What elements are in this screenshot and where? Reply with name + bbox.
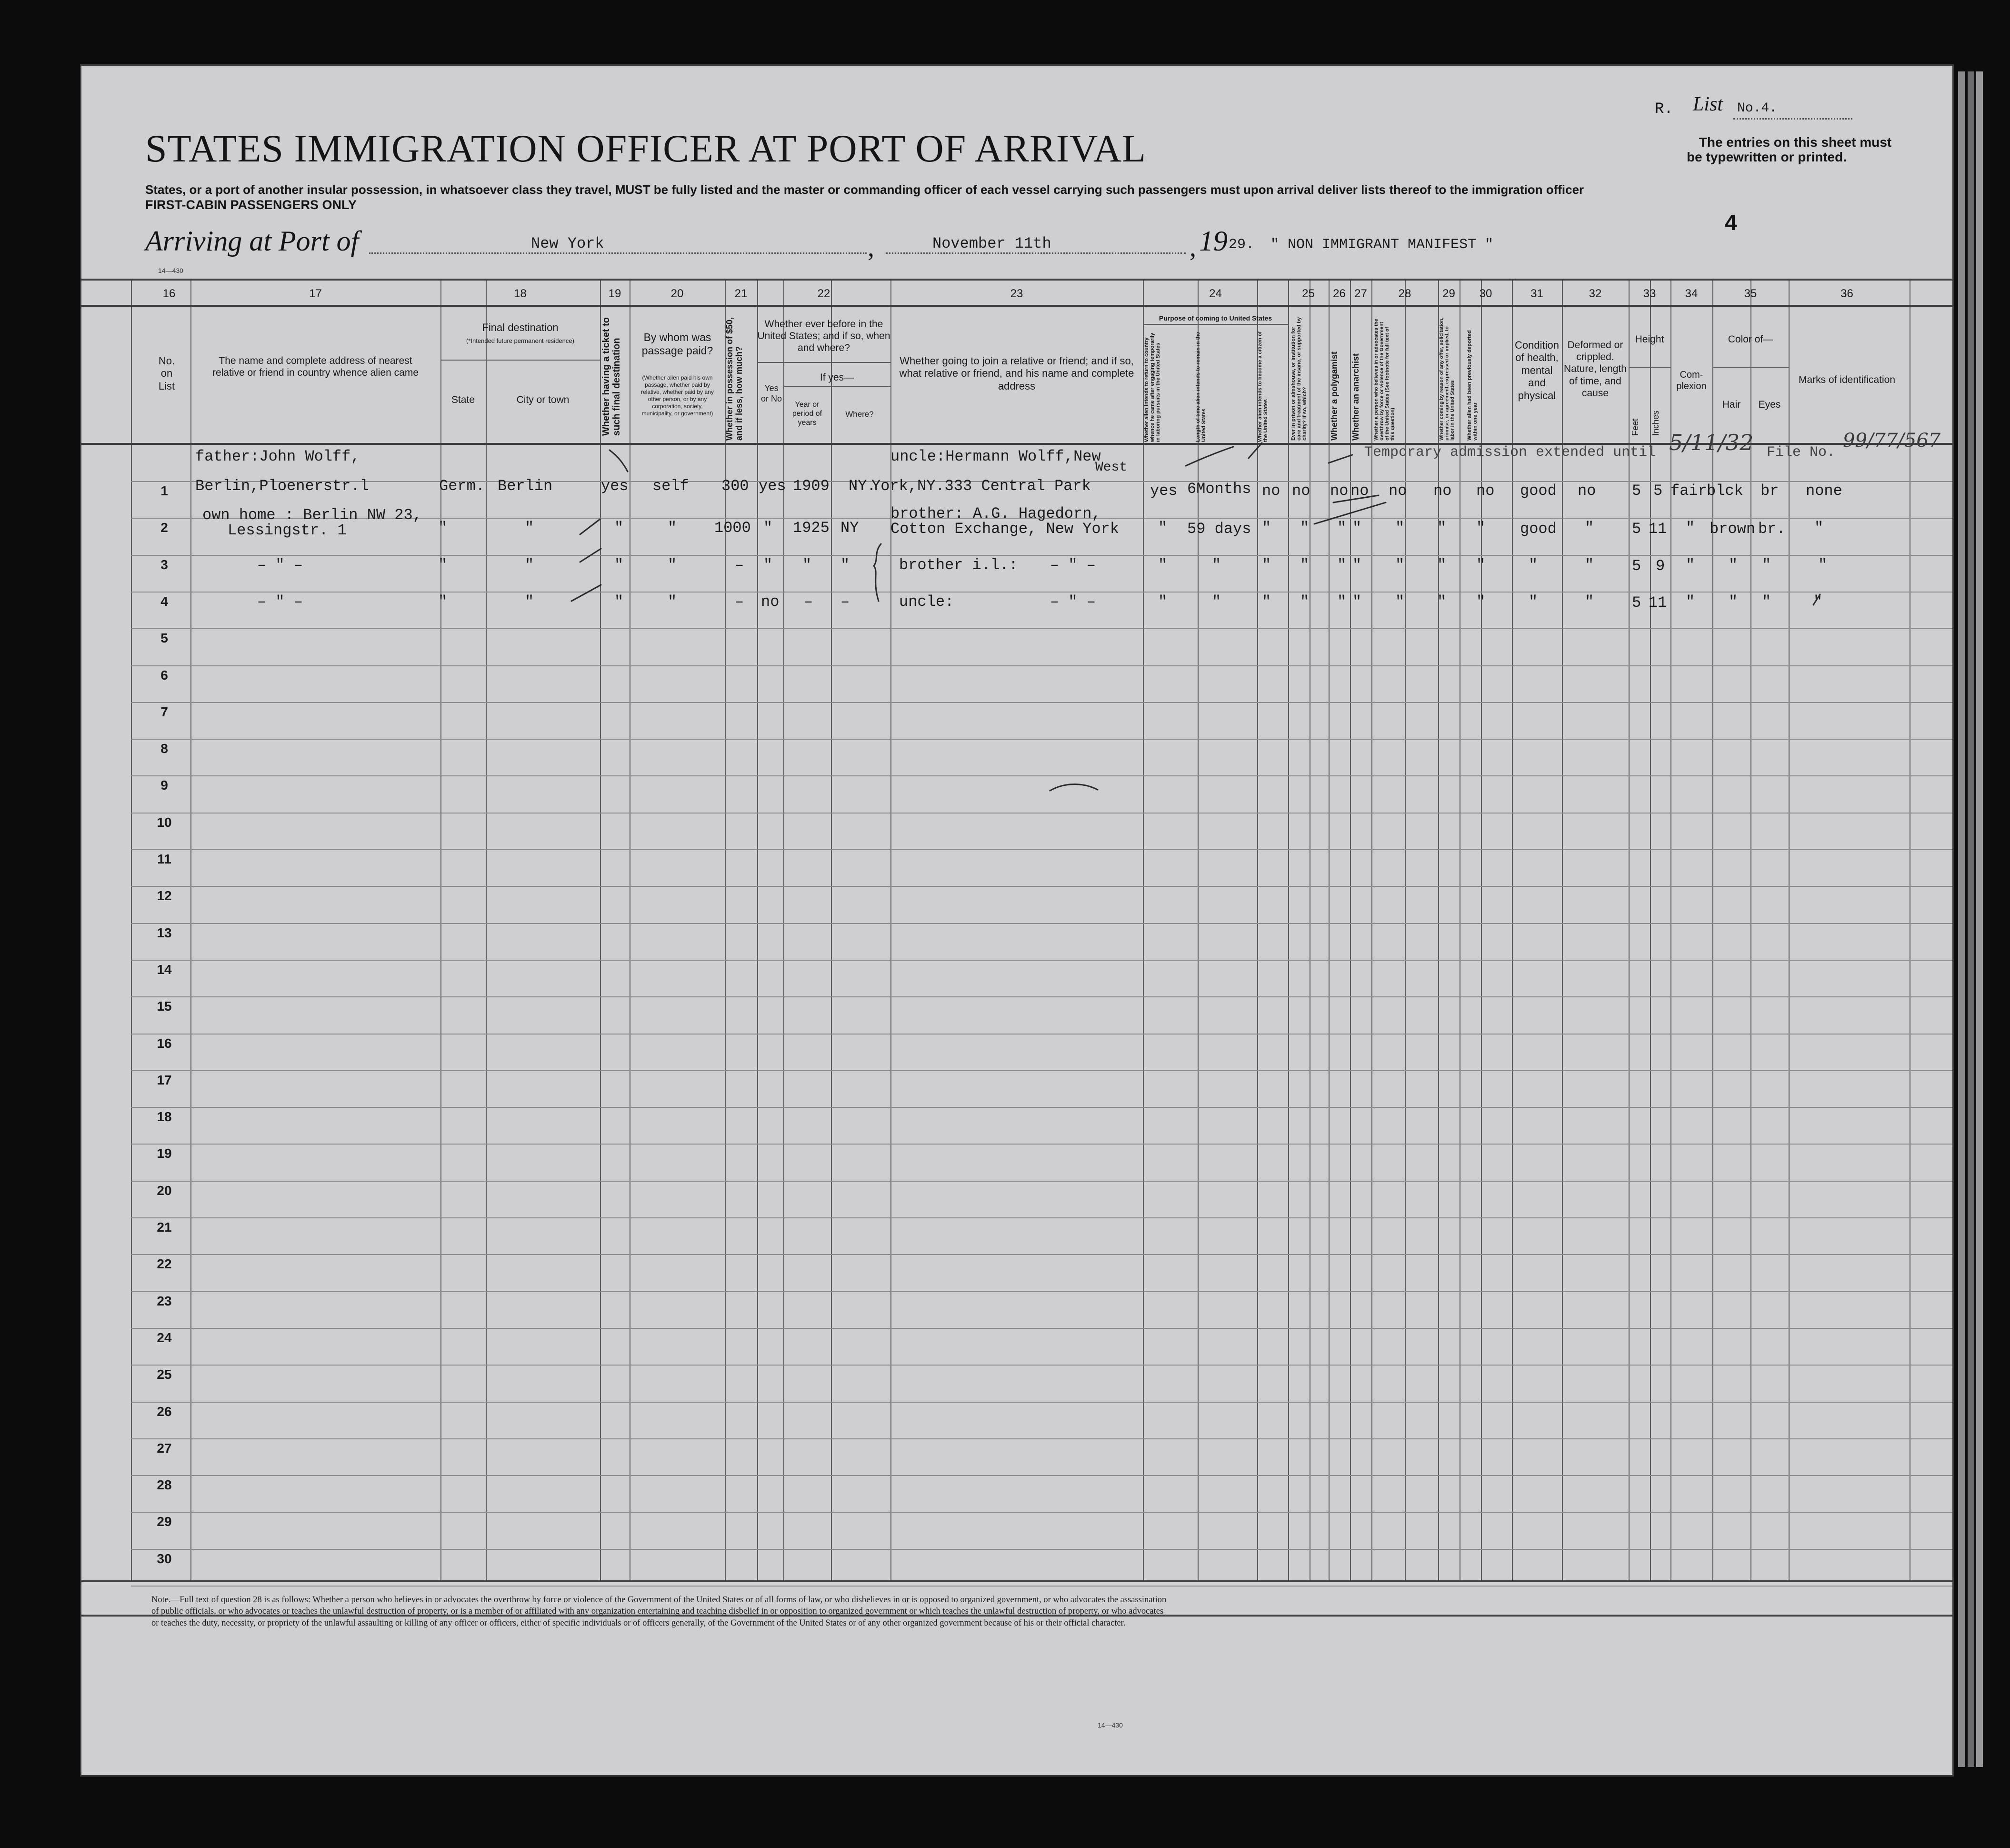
col-number: 19 [608,287,621,300]
col-number: 18 [514,287,527,300]
row3-health: " [1529,556,1538,574]
row1-marks: none [1806,482,1842,500]
row3-join-ditto: – " – [1050,556,1096,574]
grid-vline [1650,279,1651,1580]
row1-before: yes [759,477,786,495]
row1-c27: no [1350,482,1369,500]
date-line [886,252,1186,254]
grid-vline [1329,279,1330,1580]
grid-hline-heavy [81,279,1952,281]
row4-ticket: " [614,593,624,611]
header-if-yes: If yes— [820,372,854,383]
row-number: 6 [160,668,168,683]
grid-row-line [131,1512,1952,1513]
row2-complexion: " [1686,519,1695,537]
row4-eyes: " [1762,593,1771,611]
row2-eyes: br. [1758,520,1786,538]
grid-row-line [131,775,1952,776]
grid-vline [1371,279,1372,1580]
header-join-relative: Whether going to join a relative or friend; and if so, what relative or friend, and his name and complete address [899,355,1134,392]
row4-c30: " [1476,593,1486,611]
port-value: New York [531,235,604,252]
row3-inches: 9 [1656,557,1665,575]
page-number: 4 [1725,210,1737,235]
grid-vline [1438,279,1439,1580]
col-number: 27 [1354,287,1367,300]
row4-year: – [804,593,813,611]
row4-before: no [761,593,780,611]
row3-c27: " [1352,556,1362,574]
grid-vline [1350,279,1351,1580]
row3-complexion: " [1686,556,1695,574]
header-eyes: Eyes [1758,399,1781,410]
row2-c29: " [1437,519,1447,537]
row-number: 14 [157,962,172,977]
row4-health: " [1529,593,1538,611]
grid-row-line [131,886,1952,887]
header-city: City or town [516,394,570,405]
row4-c29: " [1437,593,1447,611]
entries-note-1: The entries on this sheet must [1699,135,1892,150]
row4-hair: " [1729,593,1738,611]
grid-vline [1670,279,1671,1580]
row3-year: " [802,556,812,574]
grid-subheader-line [1712,367,1789,368]
header-yes-no: Yes or No [760,383,782,403]
row1-c25: no [1292,482,1310,500]
list-line [1733,118,1852,120]
grid-subheader-line [757,362,890,363]
grid-subheader-line [783,386,890,387]
row3-marks: " [1818,556,1828,574]
row-number: 30 [157,1551,172,1566]
row3-eyes: " [1762,556,1771,574]
row1-c30: no [1476,482,1495,500]
row1-city: Berlin [498,477,553,495]
grid-vline [1481,279,1482,1580]
row4-where: – [840,593,850,611]
col-number: 21 [734,287,748,300]
row2-health: good [1520,520,1557,538]
row4-complexion: " [1686,593,1695,611]
row2-hair: brown [1710,520,1756,538]
col-number: 25 [1302,287,1315,300]
grid-row-line [131,592,1952,593]
col-number: 26 [1333,287,1346,300]
row2-c28: " [1395,519,1405,537]
r-prefix-text: R. [1655,100,1673,118]
row-number: 18 [157,1109,172,1124]
grid-row-line [131,555,1952,556]
row4-citizen: " [1262,593,1271,611]
row3-paid-by: " [668,556,677,574]
header-purpose: Purpose of coming to United States [1159,314,1272,322]
row-number: 21 [157,1220,172,1235]
row1-where: NY. [849,477,876,495]
grid-row-line [131,923,1952,924]
header-relative-address: The name and complete address of nearest relative or friend in country whence alien came [212,355,419,379]
row1-relative-line1: father:John Wolff, [195,448,360,465]
grid-row-line [131,813,1952,814]
row1-hair: blck [1707,482,1743,500]
row2-relative-line2: Lessingstr. 1 [228,522,347,539]
row-number: 16 [157,1036,172,1051]
grid-row-line [131,1254,1952,1255]
row3-feet: 5 [1632,557,1641,575]
manifest-type: " NON IMMIGRANT MANIFEST " [1270,237,1494,253]
header-final-destination-note: (*Intended future permanent residence) [466,337,574,344]
row-number: 23 [157,1294,172,1308]
row-number: 8 [160,741,168,756]
grid-vline [440,279,441,1580]
col-number: 17 [309,287,322,300]
header-health: Condition of health, mental and physical [1515,339,1559,402]
grid-row-line [131,1328,1952,1329]
grid-subheader-line [440,360,600,361]
row-number: 29 [157,1514,172,1529]
row1-ticket: yes [601,477,629,495]
row-number: 4 [160,594,168,609]
row3-citizen: " [1262,556,1271,574]
grid-row-line [131,1181,1952,1182]
row4-return: " [1158,593,1168,611]
small-form-mark: 14—430 [158,267,183,274]
col-number: 16 [162,287,176,300]
row1-c26: no [1330,482,1349,500]
row1-deformed: no [1578,482,1596,500]
row3-return: " [1158,556,1168,574]
row3-deformed: " [1585,556,1594,574]
grid-vline [1750,279,1751,1580]
header-money: Whether in possession of $50, and if less, how much? [725,317,744,441]
col-number: 28 [1398,287,1411,300]
row1-year: 1909 [793,477,830,495]
grid-row-line [131,739,1952,740]
year-typed: 29. [1229,237,1255,253]
header-length: Length of time alien intends to remain in the United States [1195,331,1207,442]
page-edge [1958,71,1965,1767]
row2-join-line1: brother: A.G. Hagedorn, [890,505,1101,522]
row2-deformed: " [1585,519,1594,537]
date-value: November 11th [932,235,1051,252]
grid-vline [190,279,191,1580]
row-number: 12 [157,888,172,903]
grid-vline [1288,279,1289,1580]
row2-city: " [525,519,534,537]
header-passage-paid: By whom was passage paid? [641,331,713,357]
header-overthrow: Whether a person who believes in or advocates the overthrow by force or violence of the Government of the United States (See footnote for full text of this question) [1373,319,1396,441]
row2-join-line2: Cotton Exchange, New York [890,520,1120,538]
instruction-line-1: States, or a port of another insular possession, in whatsoever class they travel, MUST be fully listed and the master or commanding officer of each vessel carrying such passengers must upon arrival deliver lists thereof to the immigration officer [145,182,1584,197]
row4-c28: " [1395,593,1405,611]
grid-row-line [131,702,1952,703]
footer-form-number: 14—430 [1098,1721,1123,1729]
row3-c26: " [1337,556,1347,574]
header-year: Year or period of years [792,401,822,427]
row2-length: 59 days [1187,520,1251,538]
row4-money: – [735,593,744,611]
row-number: 11 [157,852,171,866]
row4-relative-ditto: – " – [257,593,303,611]
row1-c29: no [1433,482,1452,500]
row2-paid-by: " [668,519,677,537]
grid-row-line [131,1291,1952,1292]
row1-length: 6Months [1187,480,1251,498]
col-number: 20 [670,287,684,300]
grid-row-line [131,1107,1952,1108]
col-number: 32 [1589,287,1602,300]
row4-c25: " [1300,593,1310,611]
row-number: 5 [160,631,168,645]
row4-paid-by: " [668,593,677,611]
header-feet: Feet [1630,418,1640,436]
row1-state: Germ. [439,477,485,495]
grid-hline-heavy [81,305,1952,307]
row2-feet: 5 [1632,520,1641,538]
row-number: 10 [157,815,172,830]
row1-money: 300 [721,477,749,495]
row3-where: " [840,556,850,574]
grid-row-line [131,1365,1952,1366]
row2-money: 1000 [714,519,751,537]
row4-inches: 11 [1649,594,1667,612]
row3-join: brother i.l.: [899,556,1018,574]
header-inches: Inches [1651,410,1660,436]
row2-return: " [1158,519,1168,537]
manifest-sheet [80,64,1954,1777]
row1-complexion: fair [1670,482,1707,500]
row3-state: " [438,556,448,574]
row-number: 2 [160,520,168,535]
row2-year: 1925 [793,519,830,537]
grid-hline-heavy [81,1580,1952,1582]
row2-ticket: " [614,519,624,537]
grid-vline [1562,279,1563,1580]
col-number: 36 [1840,287,1853,300]
grid-vline [600,279,601,1580]
grid-subheader-line [1143,324,1288,325]
row2-relative-line1: own home : Berlin NW 23, [202,506,422,524]
row3-before: " [763,556,773,574]
grid-vline [131,279,132,1580]
grid-row-line [131,1402,1952,1403]
row1-join-line2: York,NY.333 Central Park [871,477,1091,495]
list-label: List [1693,93,1723,115]
row2-state: " [438,519,448,537]
arriving-label: Arriving at Port of [145,225,359,257]
row4-join: uncle: [899,593,954,611]
port-line [369,252,867,254]
grid-row-line [131,960,1952,961]
row1-return: yes [1150,482,1178,500]
header-height: Height [1635,334,1664,345]
row1-inches: 5 [1653,482,1663,500]
header-polygamist: Whether a polygamist [1330,351,1339,441]
comma-1: , [868,233,874,262]
row1-health: good [1520,482,1557,500]
row4-deformed: " [1585,593,1594,611]
row2-c25: " [1300,519,1310,537]
grid-row-line [131,1438,1952,1439]
comma-2: , [1190,233,1196,262]
file-number: 99/77/567 [1843,430,1941,452]
row4-feet: 5 [1632,594,1641,612]
header-labor-offer: Whether coming by reason of any offer, solicitation, promise, or agreement, expressed or implied, to labor in the United States [1439,317,1456,441]
row1-feet: 5 [1632,482,1641,500]
col-number: 24 [1209,287,1222,300]
year-prefix: 19 [1199,225,1228,257]
col-number: 30 [1479,287,1492,300]
row-number: 1 [160,483,168,498]
grid-row-line [131,1549,1952,1550]
row-number: 19 [157,1146,172,1161]
row4-state: " [438,593,448,611]
grid-subheader-line [1629,367,1670,368]
header-state: State [451,394,475,405]
extension-date: 5/11/32 [1669,430,1754,455]
grid-vline [1789,279,1790,1580]
header-no-on-list: No. on List [158,355,175,392]
row3-money: – [735,556,744,574]
row1-citizen: no [1262,482,1280,500]
grid-row-line [131,1217,1952,1218]
header-where: Where? [845,410,874,419]
row3-c30: " [1476,556,1486,574]
row3-ticket: " [614,556,624,574]
row2-before: " [763,519,773,537]
row2-citizen: " [1262,519,1271,537]
row2-c26: " [1337,519,1347,537]
row-number: 22 [157,1256,172,1271]
header-citizen: Whether alien intends to become a citizen of the United States [1257,331,1269,442]
grid-vline [831,279,832,1580]
row-number: 17 [157,1073,172,1087]
grid-row-line [131,849,1952,850]
row2-inches: 11 [1649,520,1667,538]
row-number: 25 [157,1367,172,1382]
page-title: STATES IMMIGRATION OFFICER AT PORT OF ARRIVAL [145,127,1147,170]
file-label: File No. [1767,444,1836,461]
extension-stamp: Temporary admission extended until [1364,444,1656,461]
row-number: 28 [157,1477,172,1492]
grid-row-line [131,1070,1952,1071]
header-ever-before: Whether ever before in the United States; and if so, when and where? [757,319,890,354]
grid-row-line [131,1475,1952,1476]
header-prison: Ever in prison or almshouse, or institution for care and treatment of the insane, or supported by charity? If so, which? [1290,317,1308,441]
header-complexion: Com- plexion [1676,370,1707,392]
row-number: 9 [160,778,168,793]
row4-city: " [525,593,534,611]
row3-city: " [525,556,534,574]
row3-c25: " [1300,556,1310,574]
row1-join-west: West [1095,460,1128,475]
page-edge [1976,71,1983,1767]
row3-relative-ditto: – " – [257,556,303,574]
grid-vline [1512,279,1513,1580]
row-number: 15 [157,999,172,1014]
grid-vline [1143,279,1144,1580]
header-passage-paid-note: (Whether alien paid his own passage, whether paid by relative, whether paid by any other person, or by any corporation, society, municipality, or government) [641,374,714,417]
row1-paid-by: self [652,477,689,495]
row4-c26: " [1337,593,1347,611]
col-number: 23 [1010,287,1023,300]
instruction-line-2: FIRST-CABIN PASSENGERS ONLY [145,198,357,212]
grid-vline [757,279,758,1580]
header-hair: Hair [1722,399,1741,410]
header-deported: Whether alien had been previously deported within one year [1467,330,1479,441]
header-anarchist: Whether an anarchist [1351,353,1360,441]
row3-c28: " [1395,556,1405,574]
grid-vline [1257,279,1258,1580]
col-number: 29 [1442,287,1455,300]
row1-relative-line2: Berlin,Ploenerstr.l [195,477,369,495]
row-number: 20 [157,1183,172,1198]
row3-c29: " [1437,556,1447,574]
grid-row-line [131,628,1952,629]
row-number: 27 [157,1441,172,1456]
grid-vline [1198,279,1199,1580]
col-number: 22 [817,287,830,300]
header-deformed: Deformed or crippled. Nature, length of time, and cause [1564,340,1627,399]
footnote-question-28: Note.—Full text of question 28 is as follows: Whether a person who believes in or advocates the overthrow by force or violence of the Government of the United States or of all forms of law, or who disbelieves in or is opposed to organized government, or who advocates the assassination of public officials, or who advocates or teaches the unlawful destruction of property, or is a member of or affiliated with any organization entertaining and teaching disbelief in or opposition to organized government or which teaches the unlawful destruction of property, or who advocates or teaches the duty, necessity, or propriety of the unlawful assaulting or killing of any officer or officers, either of specific individuals or of officers generally, of the Government of the United States or of any other organized government because of his or their official character. [151,1595,1167,1628]
row-number: 3 [160,557,168,572]
row3-hair: " [1729,556,1738,574]
r-prefix [1655,95,1673,118]
grid-vline [1712,279,1713,1580]
row1-c28: no [1389,482,1407,500]
grid-row-line [131,665,1952,666]
row4-c27: " [1352,593,1362,611]
row4-length: " [1212,593,1221,611]
list-number: No.4. [1737,101,1778,116]
header-final-destination: Final destination [482,321,559,333]
header-marks: Marks of identification [1798,374,1896,385]
row-number: 7 [160,704,168,719]
col-number: 31 [1530,287,1543,300]
grid-row-line [131,996,1952,997]
row-number: 26 [157,1404,172,1419]
row3-length: " [1212,556,1221,574]
col-number: 33 [1643,287,1656,300]
row-number: 24 [157,1330,172,1345]
grid-vline [1629,279,1630,1580]
grid-vline [783,279,784,1580]
row1-eyes: br [1760,482,1779,500]
row-number: 13 [157,925,172,940]
entries-note-2: be typewritten or printed. [1686,150,1847,164]
row1-join-line1: uncle:Hermann Wolff,New [890,448,1101,465]
grid-vline [1405,279,1406,1580]
col-number: 35 [1744,287,1757,300]
row4-join-ditto: – " – [1050,593,1096,611]
page-edge [1968,71,1974,1767]
grid-vline [725,279,726,1580]
header-return: Whether alien intends to return to country whence he came after engaging temporarily in laboring pursuits in the United States [1144,332,1161,442]
row2-c27: " [1352,519,1362,537]
col-number: 34 [1685,287,1698,300]
header-ticket: Whether having a ticket to such final destination [601,317,622,436]
row2-marks: " [1814,519,1824,537]
header-color-of: Color of— [1728,334,1773,345]
row2-c30: " [1476,519,1486,537]
row2-where: NY [840,519,859,537]
grid-vline [486,279,487,1580]
grid-row-line [131,1586,1952,1587]
grid-row-line [131,1144,1952,1145]
row4-marks: " [1813,593,1823,611]
grid-vline [890,279,891,1580]
